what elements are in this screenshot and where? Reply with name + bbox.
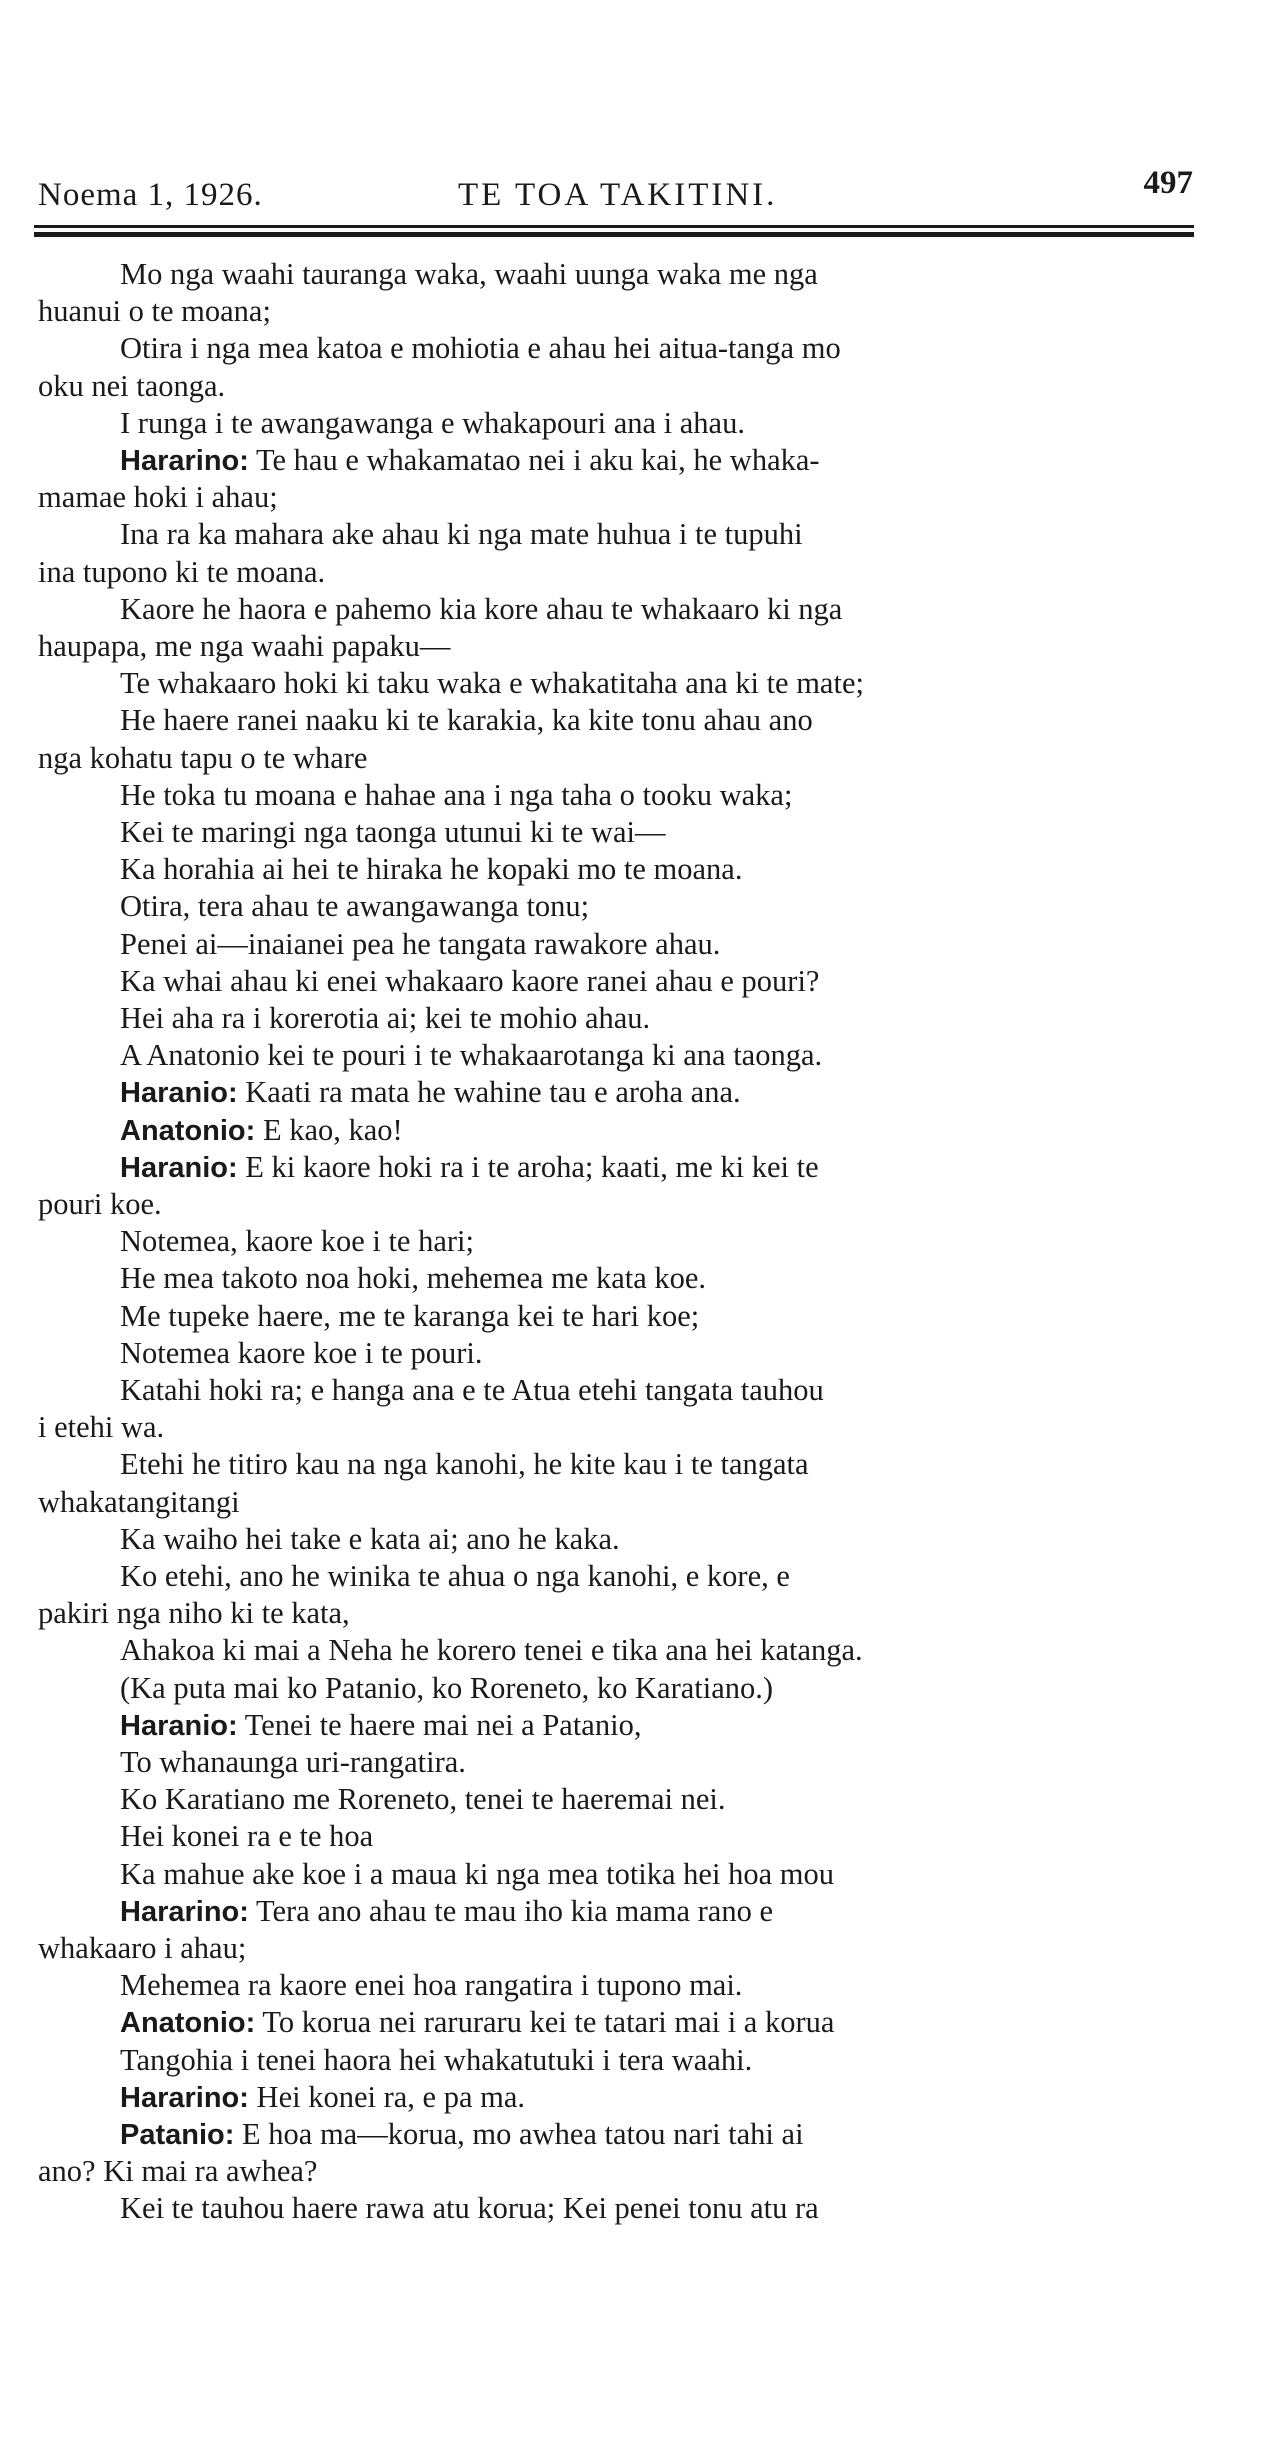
text-line: Tangohia i tenei haora hei whakatutuki i tera waahi. — [120, 2042, 753, 2077]
text-line: Otira i nga mea katoa e mohiotia e ahau hei aitua-tanga mo — [120, 331, 841, 366]
text-line: nga kohatu tapu o te whare — [38, 740, 368, 775]
text-line: mamae hoki i ahau; — [38, 480, 278, 515]
text-line: Ko etehi, ano he winika te ahua o nga kanohi, e kore, e — [120, 1559, 790, 1593]
text-line: Hei aha ra i korerotia ai; kei te mohio ahau. — [120, 1001, 651, 1035]
text-line: Notemea, kaore koe i te hari; — [120, 1224, 474, 1259]
text-line: pouri koe. — [38, 1187, 162, 1221]
text-line: Ka whai ahau ki enei whakaaro kaore ranei ahau e pouri? — [120, 963, 820, 998]
speech-text: Hei konei ra, e pa ma. — [248, 2079, 526, 2114]
text-line — [120, 2003, 834, 2041]
text-line: Ka mahue ake koe i a maua ki nga mea totika hei hoa mou — [120, 1856, 834, 1891]
text-line — [120, 1111, 403, 1149]
text-line: I runga i te awangawanga e whakapouri ana i ahau. — [120, 405, 745, 440]
text-line: haupapa, me nga waahi papaku— — [38, 629, 451, 663]
speech-text: Kaati ra mata he wahine tau e aroha ana. — [237, 1075, 741, 1110]
text-line — [120, 2115, 804, 2153]
speaker-name: Anatonio: — [120, 1114, 256, 1147]
text-line: Ka waiho hei take e kata ai; ano he kaka. — [120, 1521, 620, 1556]
header-rule-thin — [34, 225, 1194, 228]
text-line: Katahi hoki ra; e hanga ana e te Atua etehi tangata tauhou — [120, 1373, 824, 1407]
text-line: huanui o te moana; — [38, 294, 271, 329]
text-line: Ahakoa ki mai a Neha he korero tenei e tika ana hei katanga. — [120, 1633, 863, 1668]
text-line: Mo nga waahi tauranga waka, waahi uunga waka me nga — [120, 257, 818, 291]
text-line: Notemea kaore koe i te pouri. — [120, 1335, 483, 1370]
text-line — [120, 1148, 819, 1186]
speaker-name: Haranio: — [120, 1077, 238, 1110]
text-line: Me tupeke haere, me te karanga kei te hari koe; — [120, 1298, 700, 1333]
speech-text: Tenei te haere mai nei a Patanio, — [237, 1707, 642, 1742]
speech-text: E hoa ma—korua, mo awhea tatou nari tahi ai — [234, 2117, 804, 2151]
text-line: Otira, tera ahau te awangawanga tonu; — [120, 889, 590, 924]
text-line — [120, 2078, 525, 2116]
text-line: Ka horahia ai hei te hiraka he kopaki mo te moana. — [120, 852, 743, 887]
text-line: pakiri nga niho ki te kata, — [38, 1596, 350, 1631]
text-line: Ko Karatiano me Roreneto, tenei te haeremai nei. — [120, 1782, 726, 1817]
speech-text: Tera ano ahau te mau iho kia mama rano e — [248, 1893, 773, 1928]
text-line: (Ka puta mai ko Patanio, ko Roreneto, ko Karatiano.) — [120, 1670, 774, 1705]
text-line: ano? Ki mai ra awhea? — [38, 2154, 318, 2189]
text-line — [120, 1706, 641, 1744]
text-line: He toka tu moana e hahae ana i nga taha o tooku waka; — [120, 777, 793, 812]
text-line: Hei konei ra e te hoa — [120, 1819, 374, 1854]
text-line: Te whakaaro hoki ki taku waka e whakatitaha ana ki te mate; — [120, 666, 864, 701]
text-line: He haere ranei naaku ki te karakia, ka kite tonu ahau ano — [120, 703, 813, 738]
text-line: He mea takoto noa hoki, mehemea me kata koe. — [120, 1261, 707, 1296]
text-line: Ina ra ka mahara ake ahau ki nga mate huhua i te tupuhi — [120, 517, 803, 552]
text-line: i etehi wa. — [38, 1410, 165, 1445]
speaker-name: Hararino: — [120, 2081, 249, 2114]
page-number: 497 — [1143, 165, 1193, 201]
speaker-name: Hararino: — [120, 445, 249, 477]
text-line — [120, 1073, 741, 1111]
speaker-name: Haranio: — [120, 1709, 238, 1742]
text-line: Kei te tauhou haere rawa atu korua; Kei penei tonu atu ra — [120, 2191, 819, 2226]
text-line: whakatangitangi — [38, 1484, 240, 1519]
text-line: Etehi he titiro kau na nga kanohi, he kite kau i te tangata — [120, 1447, 809, 1482]
header-date: Noema 1, 1926. — [38, 177, 263, 213]
page-header — [38, 165, 1193, 215]
header-rule-thick — [34, 232, 1194, 237]
text-line: Kei te maringi nga taonga utunui ki te wai— — [120, 815, 666, 849]
speaker-name: Hararino: — [120, 1895, 249, 1928]
speech-text: E kao, kao! — [255, 1112, 403, 1147]
text-line: oku nei taonga. — [38, 368, 226, 403]
speaker-name: Anatonio: — [120, 2007, 256, 2040]
text-line: ina tupono ki te moana. — [38, 554, 326, 589]
text-line: Kaore he haora e pahemo kia kore ahau te whakaaro ki nga — [120, 591, 843, 626]
text-line: Penei ai—inaianei pea he tangata rawakore ahau. — [120, 926, 721, 961]
speech-text: To korua nei raruraru kei te tatari mai i a korua — [255, 2005, 835, 2040]
text-line — [120, 1892, 773, 1930]
speech-text: Te hau e whakamatao nei i aku kai, he whaka- — [248, 443, 820, 477]
speaker-name: Patanio: — [120, 2119, 235, 2151]
header-title: TE TOA TAKITINI. — [458, 177, 778, 213]
text-line: To whanaunga uri-rangatira. — [120, 1745, 466, 1779]
text-line — [120, 441, 820, 479]
text-line: whakaaro i ahau; — [38, 1931, 247, 1965]
text-line: Mehemea ra kaore enei hoa rangatira i tupono mai. — [120, 1968, 743, 2003]
speaker-name: Haranio: — [120, 1151, 238, 1184]
text-line: A Anatonio kei te pouri i te whakaarotanga ki ana taonga. — [120, 1038, 823, 1073]
speech-text: E ki kaore hoki ra i te aroha; kaati, me ki kei te — [237, 1149, 819, 1184]
